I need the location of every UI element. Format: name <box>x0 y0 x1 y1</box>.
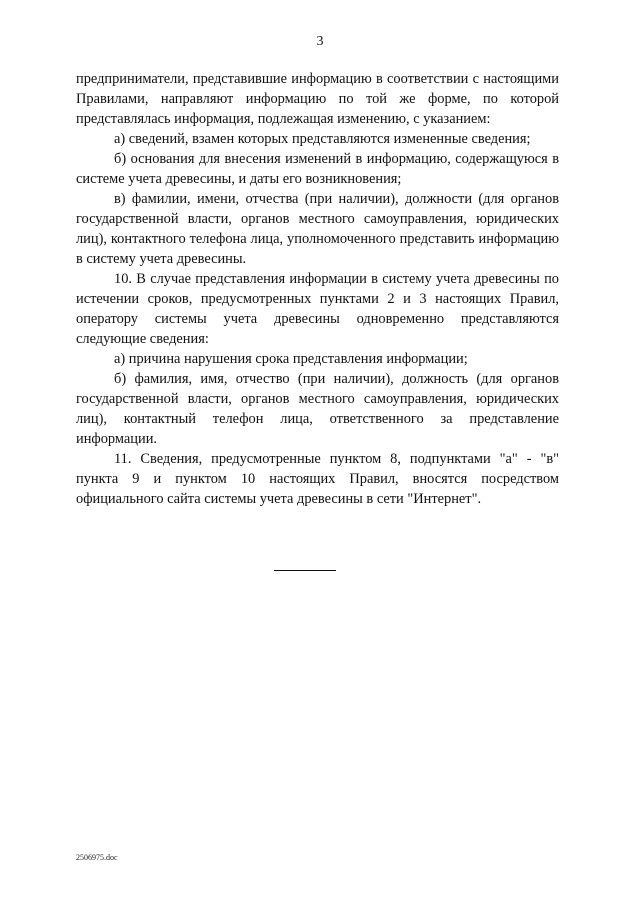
subitem-b: б) основания для внесения изменений в информацию, содержащуюся в системе учета древесины, и даты его возникновения; <box>76 151 559 187</box>
subitem-v: в) фамилии, имени, отчества (при наличии), должности (для органов государственной власти, органов местного самоуправления, юридических лиц), контактного телефона лица, уполномоченного представить информацию в систему учета древесины. <box>76 191 559 267</box>
subitem-a: а) сведений, взамен которых представляются измененные сведения; <box>114 131 531 147</box>
end-separator-line <box>274 570 336 571</box>
clause-10-subitem-b: б) фамилия, имя, отчество (при наличии), должность (для органов государственной власти, органов местного самоуправления, юридических лиц), контактный телефон лица, ответственного за представление информации. <box>76 371 559 447</box>
document-body <box>76 69 559 509</box>
footer-filename: 2506975.doc <box>76 853 118 862</box>
paragraph-continuation: предприниматели, представившие информацию в соответствии с настоящими Правилами, направляют информацию по той же форме, по которой представлялась информация, подлежащая изменению, с указанием: <box>76 71 559 127</box>
clause-10: 10. В случае представления информации в систему учета древесины по истечении сроков, предусмотренных пунктами 2 и 3 настоящих Правил, оператору системы учета древесины одновременно представляются следующие сведения: <box>76 271 559 347</box>
clause-11: 11. Сведения, предусмотренные пунктом 8, подпунктами "а" - "в" пункта 9 и пунктом 10 настоящих Правил, вносятся посредством официального сайта системы учета древесины в сети "Интернет". <box>76 451 559 507</box>
page-number: 3 <box>316 34 324 49</box>
clause-10-subitem-a: а) причина нарушения срока представления информации; <box>114 351 468 367</box>
